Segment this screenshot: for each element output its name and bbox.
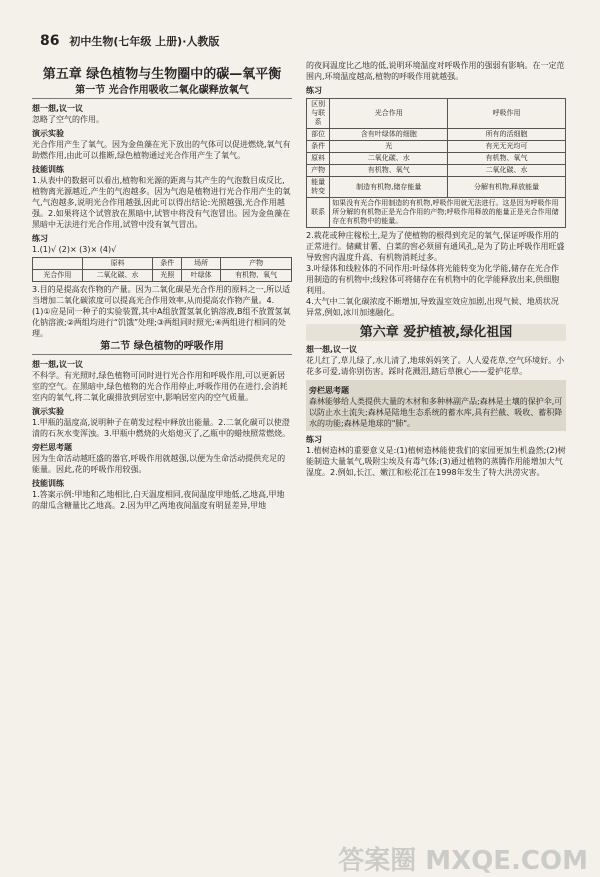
table-header: 呼吸作用 <box>448 99 566 129</box>
right-top-text: 的夜间温度比乙地的低,说明环境温度对呼吸作用的强弱有影响。在一定范围内,环境温度越高,植物的呼吸作用就越强。 <box>306 61 565 81</box>
page-header <box>40 33 220 49</box>
table-cell: 联系 <box>307 198 330 228</box>
table-header: 原料 <box>82 258 153 270</box>
skills2-text: 1.答案示例:甲地和乙地相比,白天温度相同,夜间温度甲地低,乙地高,甲地的甜瓜含糖量比乙地高。2.因为甲乙两地夜间温度有明显差异,甲地 <box>32 490 285 510</box>
think2-text: 不科学。有光照时,绿色植物可同时进行光合作用和呼吸作用,可以更新居室的空气。在黑暗中,绿色植物的光合作用停止,呼吸作用仍在进行,会消耗室内的氧气,将二氧化碳排放到居室中,影响居室内的空气质量。 <box>32 371 288 402</box>
right-p2: 2.栽花或种庄稼松土,是为了使植物的根得到充足的氧气,保证呼吸作用的正常进行。储藏甘薯、白菜的窖必须留有通风孔,是为了防止呼吸作用旺盛导致窖内温度升高、有机物消耗过多。 <box>306 231 565 262</box>
table-header: 光合作用 <box>330 99 448 129</box>
practice6-heading: 练习 <box>306 435 322 444</box>
left-column <box>32 60 292 511</box>
book-title: 初中生物(七年级 上册)·人教版 <box>69 35 220 48</box>
right-p4: 4.大气中二氧化碳浓度不断增加,导致温室效应加剧,出现气候、地质状况异常,例如,冰川加速融化。 <box>306 297 559 317</box>
comparison-table <box>306 98 566 228</box>
table-cell: 有光无光均可 <box>448 141 566 153</box>
table-cell: 部位 <box>307 129 330 141</box>
table-cell: 制造有机物,储存能量 <box>330 177 448 198</box>
table-cell: 二氧化碳、水 <box>330 153 448 165</box>
practice-3: 3.目的是提高农作物的产量。因为二氧化碳是光合作用的原料之一,所以适当增加二氧化碳浓度可以提高光合作用效率,从而提高农作物产量。4.(1)①应是同一种子的实验装置,其中A组放置氢氧化钠溶液,B组不放置氢氧化钠溶液;②两组均进行“饥饿”处理;③两组同时照光;④两组进行相同的处理。 <box>32 285 291 338</box>
table-cell: 所有的活细胞 <box>448 129 566 141</box>
think-heading: 想一想,议一议 <box>32 104 84 113</box>
table-cell: 原料 <box>307 153 330 165</box>
table-cell: 光 <box>330 141 448 153</box>
table-header: 区别与联系 <box>307 99 330 129</box>
practice-1: 1.(1)√ (2)× (3)× (4)√ <box>32 245 117 254</box>
table-header: 场所 <box>182 258 221 270</box>
sideq-text: 因为生命活动越旺盛的器官,呼吸作用就越强,以便为生命活动提供充足的能量。因此,花的呼吸作用较强。 <box>32 454 286 474</box>
table-cell: 产物 <box>307 165 330 177</box>
sideq-heading: 旁栏思考题 <box>32 443 72 452</box>
watermark: 答案圈 MXQE.COM <box>338 846 588 876</box>
table-cell: 如果没有光合作用制造的有机物,呼吸作用就无法进行。这是因为呼吸作用所分解的有机物正是光合作用的产物;呼吸作用释放的能量正是光合作用储存在有机物中的能量。 <box>330 198 566 228</box>
chapter-title: 第五章 绿色植物与生物圈中的碳—氧平衡 <box>42 67 282 82</box>
table-header: 条件 <box>153 258 182 270</box>
demo2-text: 1.甲瓶的温度高,说明种子在萌发过程中释放出能量。2.二氧化碳可以使澄清的石灰水变浑浊。3.甲瓶中燃烧的火焰熄灭了,乙瓶中的蜡烛照常燃烧。 <box>32 418 291 438</box>
think6-text: 花儿红了,草儿绿了,水儿清了,地球妈妈笑了。人人爱花草,空气环境好。小花多可爱,请你别伤害。踩时花溅泪,踏后草揪心——爱护花草。 <box>306 356 565 376</box>
demo2-heading: 演示实验 <box>32 407 64 416</box>
side6-heading: 旁栏思考题 <box>309 386 349 395</box>
skills2-heading: 技能训练 <box>32 479 64 488</box>
practice6-text: 1.植树造林的重要意义是:(1)植树造林能使我们的家园更加生机盎然;(2)树能制造大量氧气,吸附尘埃及有毒气体;(3)通过植物的蒸腾作用能增加大气湿度。2.例如,长江、嫩江和松花江在1998年发生了特大洪涝灾害。 <box>306 446 566 477</box>
table-cell: 光合作用 <box>33 270 83 282</box>
practice-heading: 练习 <box>32 234 48 243</box>
demo-heading: 演示实验 <box>32 129 64 138</box>
table-header: 产物 <box>221 258 292 270</box>
table-corner <box>33 258 83 270</box>
photosynthesis-table <box>32 257 292 282</box>
table-cell: 分解有机物,释放能量 <box>448 177 566 198</box>
table-cell: 二氧化碳、水 <box>82 270 153 282</box>
side6-box <box>306 380 566 431</box>
table-cell: 含有叶绿体的细胞 <box>330 129 448 141</box>
demo-text: 光合作用产生了氧气。因为金鱼藻在光下放出的气体可以促进燃烧,氧气有助燃作用,由此可以推断,绿色植物通过光合作用产生了氧气。 <box>32 140 291 160</box>
section-title: 第一节 光合作用吸收二氧化碳释放氧气 <box>32 85 292 99</box>
table-cell: 能量转变 <box>307 177 330 198</box>
table-cell: 有机物、氧气 <box>330 165 448 177</box>
table-cell: 叶绿体 <box>182 270 221 282</box>
right-p3: 3.叶绿体和线粒体的不同作用:叶绿体将光能转变为化学能,储存在光合作用制造的有机物中;线粒体可将储存在有机物中的化学能释放出来,供细胞利用。 <box>306 264 560 295</box>
table-cell: 光照 <box>153 270 182 282</box>
chapter6-title: 第六章 爱护植被,绿化祖国 <box>306 324 566 341</box>
right-column <box>306 60 566 478</box>
think2-heading: 想一想,议一议 <box>32 360 84 369</box>
section2-title: 第二节 绿色植物的呼吸作用 <box>32 341 292 355</box>
skills-heading: 技能训练 <box>32 165 64 174</box>
table-cell: 二氧化碳、水 <box>448 165 566 177</box>
table-cell: 条件 <box>307 141 330 153</box>
side6-text: 森林能够给人类提供大量的木材和多种林副产品;森林是土壤的保护伞,可以防止水土流失;森林是陆地生态系统的蓄水库,具有拦截、吸收、蓄积降水的功能;森林是地球的"肺"。 <box>309 397 563 428</box>
right-practice-heading: 练习 <box>306 86 322 95</box>
page-number: 86 <box>40 33 60 49</box>
skills-text: 1.从表中的数据可以看出,植物和光源的距离与其产生的气泡数目成反比,植物离光源越近,产生的气泡越多。因为气泡是植物进行光合作用产生的氧气,气泡越多,说明光合作用越强,因此可以得出结论:光照越强,光合作用越强。2.如果将这个试管放在黑暗中,试管中将没有气泡冒出。因为金鱼藻在黑暗中无法进行光合作用,试管中没有氧气冒出。 <box>32 176 291 229</box>
table-cell: 有机物、氧气 <box>221 270 292 282</box>
think6-heading: 想一想,议一议 <box>306 345 358 354</box>
table-cell: 有机物、氧气 <box>448 153 566 165</box>
think-text: 忽略了空气的作用。 <box>32 115 104 124</box>
